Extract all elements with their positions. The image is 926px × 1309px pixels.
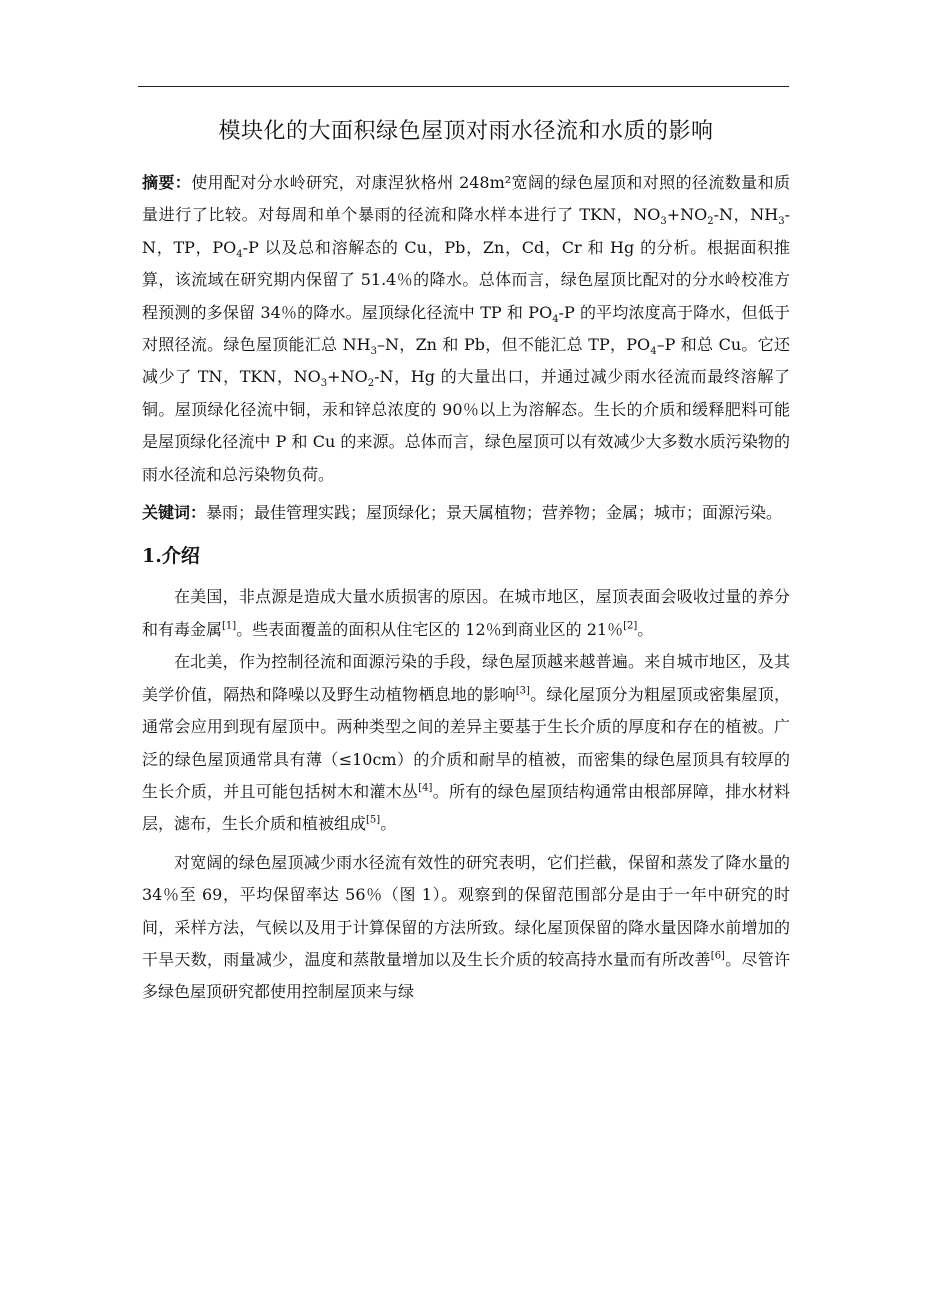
keywords-paragraph: [142, 497, 790, 529]
abstract-text: -N，TP，PO: [142, 205, 790, 257]
paragraph-text: 。: [380, 814, 397, 834]
abstract-text: -P 以及总和溶解态的 Cu，Pb，Zn，Cd，Cr 和 Hg 的分析。根据面积推算，该流域在研究期内保留了 51.4％的降水。总体而言，绿色屋顶比配对的分水岭校准方程预测的多保留 34％的降水。屋顶绿化径流中 TP 和 PO: [142, 237, 790, 322]
subscript: 3: [778, 216, 785, 228]
subscript: 3: [320, 378, 328, 390]
subscript: 3: [370, 346, 378, 358]
header-rule: [138, 86, 789, 87]
abstract-text: -P 的平均浓度高于降水，但低于对照径流。绿色屋顶能汇总 NH: [142, 302, 790, 355]
abstract-text: +NO: [666, 205, 708, 225]
body-paragraph: [142, 646, 790, 840]
paragraph-text: 在北美，作为控制径流和面源污染的手段，绿色屋顶越来越普遍。来自城市地区，及其美学价值，隔热和降噪以及野生动植物栖息地的影响: [142, 652, 790, 704]
abstract-text: -N，Hg 的大量出口，并通过减少雨水径流而最终溶解了铜。屋顶绿化径流中铜，汞和锌总浓度的 90％以上为溶解态。生长的介质和缓释肥料可能是屋顶绿化径流中 P 和 Cu 的来源。总体而言，绿色屋顶可以有效减少大多数水质污染物的雨水径流和总污染物负荷。: [142, 367, 790, 484]
citation-ref[interactable]: [3]: [515, 685, 530, 697]
paragraph-text: 在美国，非点源是造成大量水质损害的原因。在城市地区，屋顶表面会吸收过量的养分和有毒金属: [142, 587, 790, 639]
abstract-text: 使用配对分水岭研究，对康涅狄格州 248m²宽阔的绿色屋顶和对照的径流数量和质量进行了比较。对每周和单个暴雨的径流和降水样本进行了 TKN，NO: [142, 173, 790, 225]
subscript: 4: [552, 313, 559, 325]
paragraph-text: 。绿化屋顶分为粗屋顶或密集屋顶，通常会应用到现有屋顶中。两种类型之间的差异主要基于生长介质的厚度和存在的植被。广泛的绿色屋顶通常具有薄（≤10cm）的介质和耐旱的植被，而密集的绿色屋顶具有较厚的生长介质，并且可能包括树木和灌木丛: [142, 684, 790, 801]
abstract-text: +NO: [327, 367, 368, 387]
subscript: 2: [367, 378, 375, 390]
subscript: 4: [236, 249, 243, 260]
citation-ref[interactable]: [5]: [366, 814, 381, 826]
paragraph-text: 。所有的绿色屋顶结构通常由根部屏障，排水材料层，滤布，生长介质和植被组成: [142, 781, 790, 834]
keywords-text: 暴雨；最佳管理实践；屋顶绿化；景天属植物；营养物；金属；城市；面源污染。: [206, 503, 783, 523]
subscript: 3: [660, 216, 667, 228]
document-body: [142, 115, 790, 1009]
abstract-paragraph: [142, 167, 790, 491]
paragraph-text: 对宽阔的绿色屋顶减少雨水径流有效性的研究表明，它们拦截，保留和蒸发了降水量的 34％至 69，平均保留率达 56％（图 1）。观察到的保留范围部分是由于一年中研究的时间，采样方法，气候以及用于计算保留的方法所致。绿化屋顶保留的降水量因降水前增加的干旱天数，雨量减少，温度和蒸散量增加以及生长介质的较高持水量而有所改善: [142, 852, 790, 969]
citation-ref[interactable]: [4]: [418, 782, 433, 794]
abstract-text: -N，NH: [713, 205, 779, 225]
section-heading: 1.介绍: [142, 545, 200, 568]
paragraph-text: 。尽管许多绿色屋顶研究都使用控制屋顶来与绿: [142, 949, 790, 1002]
body-paragraph: [142, 847, 790, 1009]
abstract-text: –N，Zn 和 Pb，但不能汇总 TP，PO: [377, 335, 651, 355]
page-title: 模块化的大面积绿色屋顶对雨水径流和水质的影响: [218, 119, 714, 144]
paragraph-text: 。些表面覆盖的面积从住宅区的 12％到商业区的 21％: [236, 619, 624, 639]
keywords-label: 关键词：: [142, 503, 207, 523]
citation-ref[interactable]: [2]: [623, 620, 638, 632]
citation-ref[interactable]: [1]: [222, 620, 237, 632]
citation-ref[interactable]: [6]: [710, 950, 725, 962]
paragraph-text: 。: [637, 619, 654, 639]
body-paragraph: [142, 581, 790, 646]
abstract-text: –P 和总 Cu。它还减少了 TN，TKN，NO: [142, 335, 790, 387]
subscript: 2: [707, 216, 714, 228]
abstract-label: 摘要：: [142, 173, 192, 192]
subscript: 4: [650, 346, 657, 358]
